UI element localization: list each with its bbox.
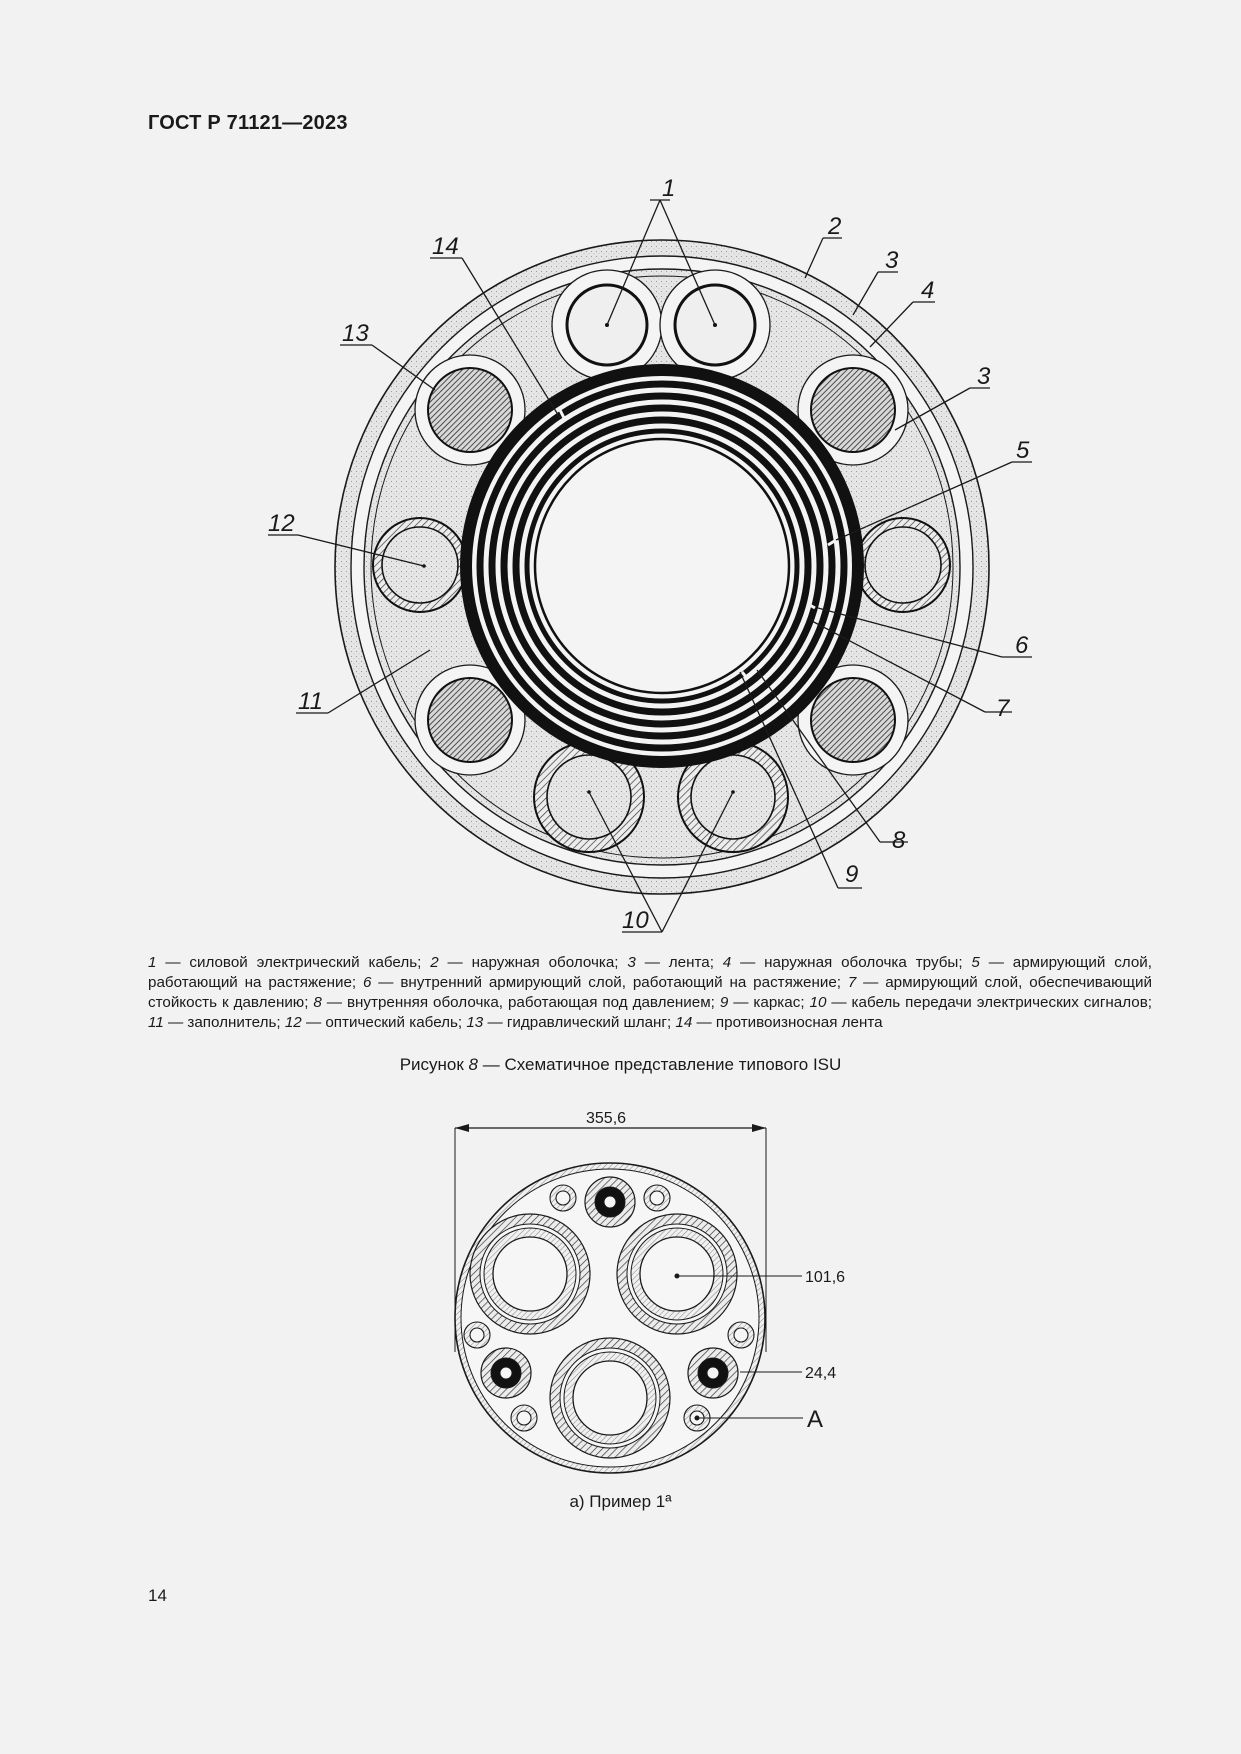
legend-number: 14 xyxy=(675,1014,693,1031)
callout-12: 12 xyxy=(268,510,295,537)
legend-text: — заполнитель; xyxy=(163,1014,285,1031)
central-flexible-pipe xyxy=(460,364,864,768)
callout-6: 6 xyxy=(1015,632,1029,659)
legend-text: — наружная оболочка трубы; xyxy=(731,954,972,971)
figure-8-caption xyxy=(0,1055,1241,1075)
dimension-small-component: 24,4 xyxy=(805,1365,837,1382)
caption-number: 8 xyxy=(468,1055,478,1074)
legend-number: 11 xyxy=(148,1014,164,1031)
legend-text: — армирующий слой, работающий на растяжение; xyxy=(148,954,1152,991)
dimension-large-pipe: 101,6 xyxy=(805,1269,846,1286)
callout-4: 4 xyxy=(921,277,935,304)
example-1-drawing xyxy=(455,1110,845,1473)
callout-1: 1 xyxy=(662,175,676,202)
dimension-overall: 355,6 xyxy=(586,1110,627,1127)
legend-text: — силовой электрический кабель; xyxy=(156,954,431,971)
legend-number: 2 xyxy=(430,954,439,971)
legend-text: — лента; xyxy=(635,954,723,971)
legend-text: — кабель передачи электрических сигналов; xyxy=(826,994,1152,1011)
legend-number: 5 xyxy=(971,954,980,971)
figure-8-legend xyxy=(148,953,1152,1033)
legend-number: 8 xyxy=(313,994,322,1011)
legend-text: — армирующий слой, обеспечивающий стойкость к давлению; xyxy=(148,974,1152,1011)
callout-14: 14 xyxy=(432,233,459,260)
legend-number: 6 xyxy=(363,974,372,991)
legend-number: 13 xyxy=(466,1014,484,1031)
legend-number: 12 xyxy=(284,1014,302,1031)
caption-prefix: Рисунок xyxy=(399,1055,469,1074)
legend-text: — каркас; xyxy=(728,994,810,1011)
callout-3-right: 3 xyxy=(977,363,991,390)
document-header: ГОСТ Р 71121—2023 xyxy=(148,112,348,134)
callout-9: 9 xyxy=(845,861,859,888)
legend-number: 4 xyxy=(722,954,732,971)
legend-text: — наружная оболочка; xyxy=(438,954,628,971)
legend-text: — внутренний армирующий слой, работающий на растяжение; xyxy=(371,974,848,991)
callout-7: 7 xyxy=(996,695,1010,722)
legend-text: — внутренняя оболочка, работающая под давлением; xyxy=(321,994,720,1011)
callout-13: 13 xyxy=(342,320,369,347)
legend-number: 9 xyxy=(719,994,729,1011)
page-number: 14 xyxy=(148,1586,167,1605)
legend-number: 3 xyxy=(627,954,636,971)
callout-2: 2 xyxy=(828,213,842,240)
legend-number: 1 xyxy=(148,954,157,971)
callout-5: 5 xyxy=(1016,437,1030,464)
callout-8: 8 xyxy=(892,827,906,854)
legend-text: — оптический кабель; xyxy=(301,1014,467,1031)
callout-11: 11 xyxy=(298,688,323,715)
example-1-caption: а) Пример 1ª xyxy=(569,1492,672,1511)
legend-text: — гидравлический шланг; xyxy=(483,1014,676,1031)
callout-3-top: 3 xyxy=(885,247,899,274)
caption-text: — Схематичное представление типового ISU xyxy=(478,1055,842,1074)
legend-number: 7 xyxy=(847,974,857,991)
legend-number: 10 xyxy=(809,994,827,1011)
legend-text: — противоизносная лента xyxy=(692,1014,883,1031)
callout-10: 10 xyxy=(622,907,649,934)
detail-label-a: А xyxy=(807,1406,824,1433)
